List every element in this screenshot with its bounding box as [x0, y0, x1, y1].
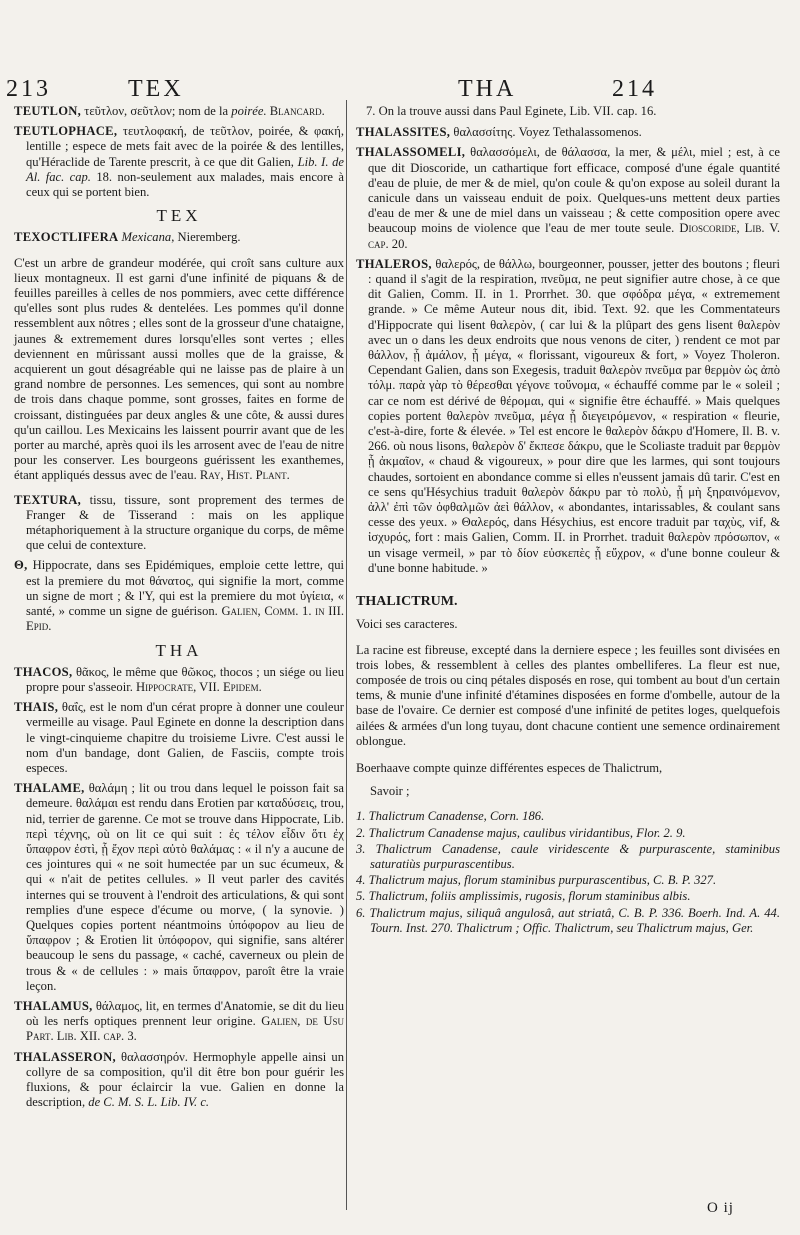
section-heading-tex: TEX — [156, 206, 202, 226]
body-text: C'est un arbre de grandeur modérée, qui croît sans culture aux lieux montagneux. Il est garni d'une infinité de piquans & de feuilles pareilles à celles de nos pommiers, avec cette différence qu'elles sont plus rudes & dentelées. Les pommes qu'il donne ressemblent aux nôtres ; elles sont de la grosseur d'une chataigne, jaunes & extremement dures lorsqu'elles sont vertes ; elles deviennent en mûrissant aussi molles que de la graisse, & acquierent un gout désagréable qui ne laisse pas de plaire à un grand nombre de personnes. Les semences, qui sont au nombre de trois dans chaque pomme, sont grosses, faites en forme de croissant, distinguées par deux angles & une côte, & aussi dures qu'un caillou. Les Mexicains les laissent pourrir avant que de les porter au marché, après quoi ils les arrosent avec de l'eau de nitre pour les conserver. Les bourgeons guérissent les exanthemes, étant appliqués dessus avec de l'eau. — [14, 255, 344, 483]
headword: THALEROS, — [356, 256, 432, 271]
entry-text: θαλάμη ; lit ou trou dans lequel le poisson fait sa demeure. θαλάμαι est rendu dans Erotien par καταδύσεις, trou, nid, terrier de garenne. Ce mot se trouve dans Hippocrate, Lib. περὶ τέχνης, où on lit ce qui suit : ἐς τέλον εἶδιν ὅτι ἐχ ὕπαφρον ἐστὶ, ᾗ ἔχον περὶ αὐτὸ θαλάμας : « il n'y a aucune de ces jointures qui « ne soit humectée par un suc écumeux, & qui « n'ait de petites cellules. » Il veut parler des cavités internes qui se trouvent à l'endroit des articulations, & qui sont remplies d'une espece d'écume ou morve, ( la synovie. ) Quelques copies portent néantmoins ὑπόφορον au lieu de ὕπαφρον ; & Erotien lit ὑπόφορον, qui signifie, sans altérer beaucoup le sens du passage, « caché, caverneux ou plein de trous & « de cellules : » mais ὕπαφρον, paroît être la vraie leçon. — [26, 781, 344, 993]
entry-thalictrum-heading: THALICTRUM. — [356, 594, 458, 610]
list-item: 3. Thalictrum Canadense, caule viridescente & purpurascente, staminibus saturatiùs purpurascentibus. — [356, 841, 780, 871]
list-item: 5. Thalictrum, foliis amplissimis, rugosis, florum staminibus albis. — [356, 889, 691, 904]
headword: TEXOCTLIFERA — [14, 230, 119, 245]
headword: THALASSOMELI, — [356, 145, 466, 160]
list-item: 4. Thalictrum majus, florum staminibus purpurascentibus, C. B. P. 327. — [356, 873, 717, 888]
entry-reference: Hippocrate, VII. Epidem. — [136, 679, 262, 694]
entry-thacos — [14, 665, 344, 695]
thalictrum-boerhaave: Boerhaave compte quinze différentes especes de Thalictrum, — [356, 760, 663, 775]
running-head-left: TEX — [128, 76, 184, 102]
entry-thalassites — [356, 125, 780, 140]
thalictrum-intro: Voici ses caracteres. — [356, 617, 458, 632]
entry-text: , Nieremberg. — [171, 230, 241, 245]
entry-text: θαΐς, est le nom d'un cérat propre à donner une couleur vermeille au visage. Paul Eginete en donne la description dans le vingt-cinquieme chapitre du troisieme Livre. C'est aussi le nom d'un bandage, dont Galien, de Fasciis, compte trois especes. — [26, 700, 344, 775]
entry-textura — [14, 493, 344, 554]
entry-text: Hippocrate, dans ses Epidémiques, emploie cette lettre, qui est la premiere du mot θάνατος, qui signifie la mort, comme un signe de mort ; & l'Υ, qui est la premiere du mot ὑγίεια, « santé, » comme un signe de guérison. — [26, 558, 344, 619]
right-column — [356, 104, 780, 937]
greek-term: τεῦτλον, σεῦτλον — [84, 104, 172, 118]
entry-thaleros — [356, 257, 780, 576]
headword: THALAMUS, — [14, 998, 93, 1013]
entry-text: τευτλοφακή, de τεῦτλον, poirée, & φακή, lentille ; espece de mets fait avec de la poirée & des lentilles, qu'Héraclide de Tarente prescrit, à ce que dit Galien, — [26, 124, 344, 169]
entry-theta — [14, 558, 344, 634]
column-divider — [346, 100, 347, 1210]
entry-teutlon — [14, 104, 344, 119]
entry-italic: Lib. I. de Al. fac. cap. — [26, 154, 344, 184]
list-item: 1. Thalictrum Canadense, Corn. 186. — [356, 809, 545, 824]
entry-thalassomeli — [356, 145, 780, 251]
texoctlifera-body — [14, 256, 344, 484]
entry-reference: Blancard. — [269, 104, 325, 118]
continued-text: 7. On la trouve aussi dans Paul Eginete, Lib. VII. cap. 16. — [366, 104, 657, 118]
entry-thalasseron — [14, 1050, 344, 1111]
entry-text: tissu, tissure, sont proprement des termes de Franger & de Tisserand : mais on les applique métaphoriquement à la structure organique du corps, de même que celui de contexture. — [26, 492, 345, 553]
entry-text: θαλασσόμελι, de θάλασσα, la mer, & μέλι, miel ; est, à ce que dit Dioscoride, un cathartique fort efficace, composé d'une égale quantité d'eau de pluie, de mer & de miel, qu'on coule & qu'on expose au soleil durant la canicule dans un vaisseau enduit de poix. Quelques-uns mettent deux parties d'eau de mer & une de miel dans un vaisseau ; & cette composition opere avec beaucoup moins de violence que l'eau de mer toute seule. — [368, 145, 780, 236]
entry-texoctlifera — [14, 230, 344, 245]
entry-reference: Galien, Comm. 1. in III. Epid. — [26, 604, 344, 634]
entry-text: θᾶκος, le même que θῶκος, thocos ; un siége ou lieu propre pour s'asseoir. — [26, 664, 345, 694]
entry-reference: Dioscoride, Lib. V. cap. 20. — [368, 221, 780, 251]
page-number-right: 214 — [612, 76, 657, 102]
running-head-right: THA — [458, 76, 517, 102]
thalictrum-savoir: Savoir ; — [370, 784, 410, 799]
entry-teutlophace — [14, 124, 344, 200]
entry-text: ; nom de la — [171, 104, 229, 118]
headword: TEUTLOPHACE, — [14, 124, 118, 139]
entry-text-cont: 18. non-seulement aux malades, mais encore à ceux qui se portent bien. — [26, 169, 344, 200]
headword: THALASSITES, — [356, 125, 451, 140]
signature-mark: O ij — [707, 1200, 734, 1216]
entry-text: θάλαμος, lit, en termes d'Anatomie, se dit du lieu où les nerfs optiques prennent leur origine. — [26, 998, 344, 1029]
headword: THACOS, — [14, 664, 73, 679]
entry-reference: Ray, Hist. Plant. — [199, 468, 290, 483]
entry-reference: Galien, de Usu Part. Lib. XII. cap. 3. — [26, 1014, 344, 1044]
entry-text: θαλασσηρόν. Hermophyle appelle ainsi un collyre de sa composition, qu'il dit être bon pour guérir les fluxions, & pour éclaircir la vue. Galien en donne la description, — [26, 1049, 344, 1110]
list-item: 2. Thalictrum Canadense majus, caulibus viridantibus, Flor. 2. 9. — [356, 825, 686, 840]
entry-thalamus — [14, 999, 344, 1045]
thalictrum-description: La racine est fibreuse, excepté dans la derniere espece ; les feuilles sont divisées en trois lobes, & ressemblent à celles des plantes ombelliferes. La fleur est nue, composée de trois ou cinq pétales disposés en rose, qui tombent au bout d'un certain tems, & munie d'une infinité d'étamines disposées en forme d'ombelle, autour de la base de l'ovaire. Ce dernier est composé d'une infinité de petites loges, quelquefois ailées & armées d'un long tuyau, dont chacune contient une semence ordinairement oblongue. — [356, 642, 780, 748]
left-column — [14, 104, 344, 1115]
entry-thais — [14, 700, 344, 776]
headword: TEUTLON, — [14, 104, 82, 118]
headword: Θ, — [14, 558, 28, 573]
species-list — [356, 809, 780, 936]
headword: THAIS, — [14, 700, 59, 715]
entry-italic: Mexicana — [121, 230, 172, 245]
page-number-left: 213 — [6, 76, 51, 102]
headword: TEXTURA, — [14, 492, 82, 507]
headword: THALAME, — [14, 781, 85, 796]
entry-text: θαλασσίτης. Voyez Tethalassomenos. — [453, 125, 642, 140]
list-item: 6. Thalictrum majus, siliquâ angulosâ, aut striatâ, C. B. P. 336. Boerh. Ind. A. 44. Tourn. Inst. 270. Thalictrum ; Offic. Thalictrum, seu Thalictrum majus, Ger. — [356, 905, 780, 935]
headword: THALASSERON, — [14, 1049, 116, 1064]
running-header — [0, 76, 800, 102]
entry-italic: poirée. — [231, 104, 267, 118]
entry-text: θαλερός, de θάλλω, bourgeonner, pousser, jetter des boutons ; fleuri : quand il s'agit de la respiration, πνεῦμα, ne peut signifier autre chose, à ce que dit Galien, Comm. II. in 1. Prorrhet. 30. que σφόδρα μέγα, « extremement grande. » Ce même Auteur nous dit, ibid. Text. 92. que les Commentateurs d'Hippocrate qui lisent θαλερὸν, ( car lui & la plûpart des gens lisent θαλερὸν avec un ο dans les deux endroits que nous venons de citer, ) rendent ce mot par θάλλον, ᾗ ἀμάλον, ᾗ μέγα, « florissant, vigoureux & fort, » Voyez Tholeron. Cependant Galien, dans son Exegesis, traduit θαλερὸν πνεῦμα par θερμὸν ὡς ἀπὸ τόλμ. παρὰ γὰρ τὸ θέρεσθαι γέγονε τοὔνομα, « échauffé comme par le « soleil ; car ce nom est dérivé de θέρομαι, qui « signifie être échauffé. » Mais quelques copies portent θαλερὸν πνεῦμα, μέγα ᾗ διεγειρόμενον, « respiration « fleurie, c'est-à-dire, forte & élevée. » Tel est encore le θαλερὸν δάκρυ d'Homere, Il. B. v. 266. où nous lisons, θαλερὸν δ' ἔκπεσε δάκρυ, que le Scoliaste traduit par θερμὸν ᾗ ἀκμαῖον, « chaud & vigoureux, » pour dire que les larmes, qui sont toujours chaudes, sortoient en abondance comme si elles n'eussent jamais dû tarir. C'est en ce sens qu'Hésychius traduit θαλερὸν δάκρυ par τὸ πολὺ, ᾗ μὴ ξηραινόμενον, ἀλλ' ἐπὶ τῶν ὀφθαλμῶν ἀεὶ θάλλον, « abondantes, intarissables, & coulant sans cesse des yeux. » Θαλερός, dans Hésychius, est encore traduit par ταχὺς, vif, & ἰσχυρός, fort : mais Galien, Comm. II. in Prorrhet. traduit θαλερὸν πρόσωπον, « un visage vermeil, » par τὸ δίον εὐσκεπὲς ᾗ εὔχρον, « d'une bonne couleur & d'une bonne habitude. » — [368, 256, 780, 575]
entry-italic: de C. M. S. L. Lib. IV. c. — [88, 1095, 210, 1110]
section-heading-tha: THA — [155, 640, 203, 660]
entry-thalame — [14, 781, 344, 994]
